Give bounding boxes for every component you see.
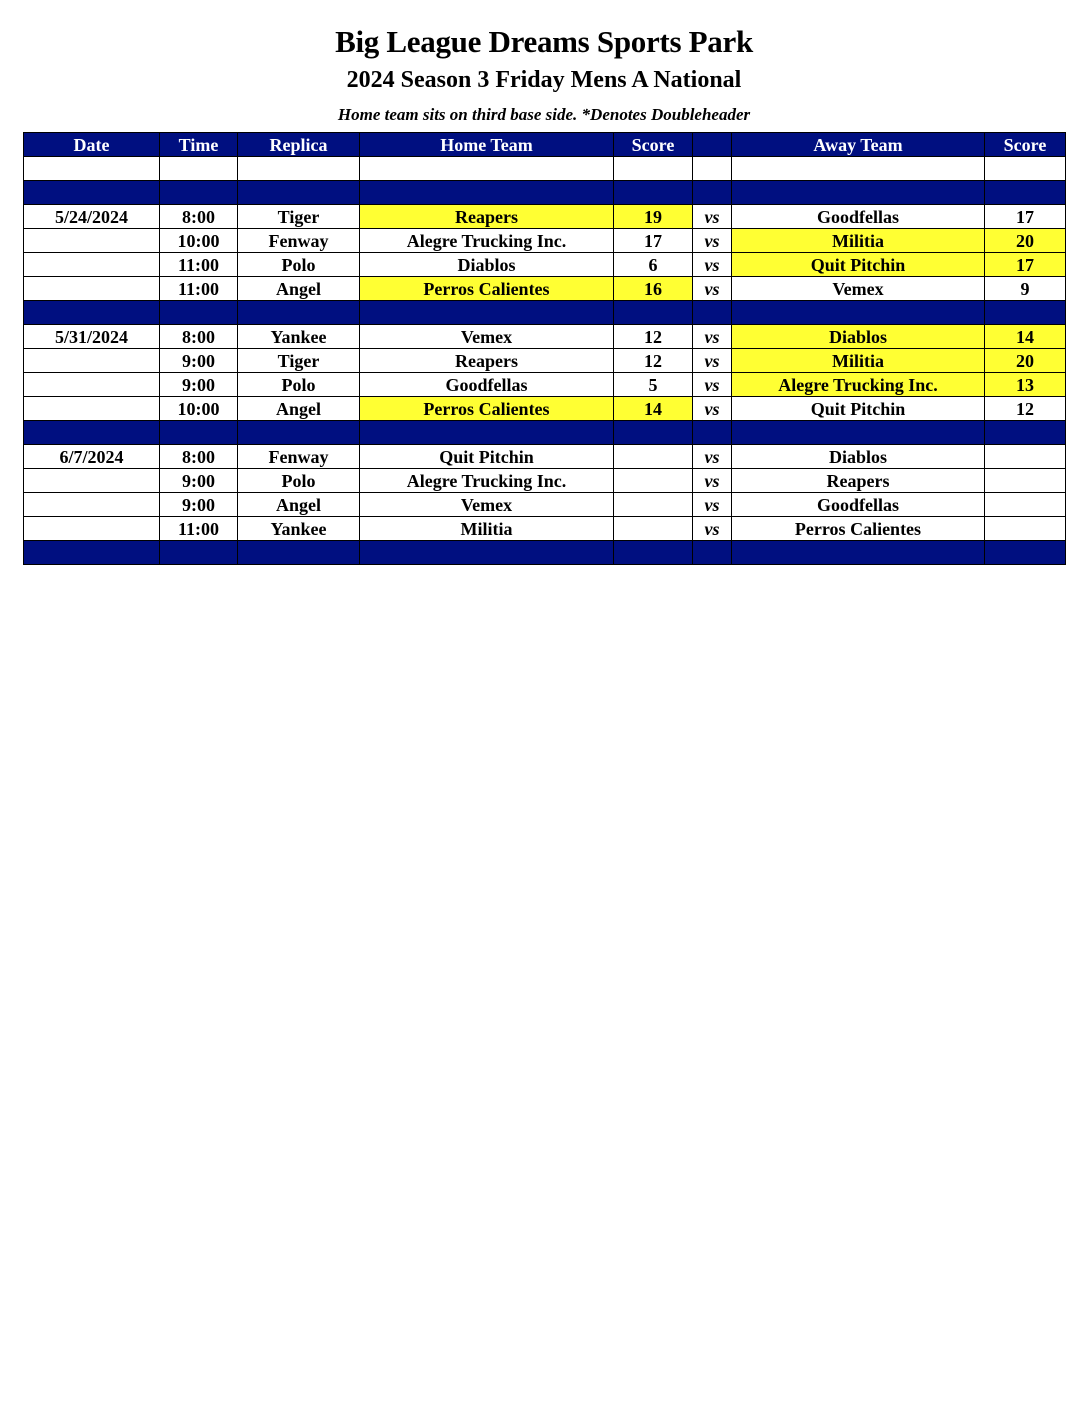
away-team-cell: Militia	[732, 349, 985, 373]
vs-cell: vs	[693, 493, 732, 517]
time-cell: 8:00	[160, 325, 238, 349]
date-cell	[24, 349, 160, 373]
blank-cell	[24, 157, 160, 181]
date-cell	[24, 469, 160, 493]
replica-cell: Tiger	[238, 205, 360, 229]
home-team-cell: Quit Pitchin	[360, 445, 614, 469]
time-cell: 8:00	[160, 445, 238, 469]
col-header-replica: Replica	[238, 133, 360, 157]
game-row	[24, 349, 1066, 373]
home-team-cell: Goodfellas	[360, 373, 614, 397]
separator-cell	[360, 541, 614, 565]
away-score-cell: 12	[985, 397, 1066, 421]
replica-cell: Fenway	[238, 229, 360, 253]
vs-cell: vs	[693, 445, 732, 469]
vs-cell: vs	[693, 517, 732, 541]
game-row	[24, 445, 1066, 469]
vs-cell: vs	[693, 373, 732, 397]
separator-cell	[238, 541, 360, 565]
separator-cell	[360, 301, 614, 325]
away-score-cell	[985, 493, 1066, 517]
away-score-cell: 14	[985, 325, 1066, 349]
schedule-table	[23, 132, 1066, 565]
replica-cell: Angel	[238, 397, 360, 421]
replica-cell: Tiger	[238, 349, 360, 373]
separator-row	[24, 301, 1066, 325]
home-score-cell: 12	[614, 325, 693, 349]
blank-cell	[985, 157, 1066, 181]
home-score-cell: 6	[614, 253, 693, 277]
separator-cell	[985, 541, 1066, 565]
home-team-cell: Vemex	[360, 325, 614, 349]
separator-cell	[693, 421, 732, 445]
game-row	[24, 253, 1066, 277]
away-team-cell: Diablos	[732, 325, 985, 349]
game-row	[24, 517, 1066, 541]
date-cell: 6/7/2024	[24, 445, 160, 469]
vs-cell: vs	[693, 325, 732, 349]
home-score-cell	[614, 445, 693, 469]
vs-cell: vs	[693, 349, 732, 373]
separator-cell	[732, 301, 985, 325]
away-team-cell: Goodfellas	[732, 493, 985, 517]
replica-cell: Polo	[238, 373, 360, 397]
schedule-body	[24, 157, 1066, 565]
home-score-cell: 5	[614, 373, 693, 397]
home-team-cell: Militia	[360, 517, 614, 541]
time-cell: 9:00	[160, 349, 238, 373]
separator-cell	[614, 541, 693, 565]
home-team-cell: Perros Calientes	[360, 397, 614, 421]
date-cell	[24, 517, 160, 541]
home-team-cell: Perros Calientes	[360, 277, 614, 301]
home-team-cell: Alegre Trucking Inc.	[360, 229, 614, 253]
separator-cell	[614, 421, 693, 445]
separator-cell	[693, 301, 732, 325]
separator-cell	[985, 181, 1066, 205]
time-cell: 10:00	[160, 229, 238, 253]
separator-cell	[24, 421, 160, 445]
vs-cell: vs	[693, 469, 732, 493]
away-score-cell: 20	[985, 229, 1066, 253]
date-cell	[24, 277, 160, 301]
separator-cell	[614, 301, 693, 325]
game-row	[24, 277, 1066, 301]
replica-cell: Angel	[238, 493, 360, 517]
time-cell: 11:00	[160, 277, 238, 301]
away-team-cell: Perros Calientes	[732, 517, 985, 541]
separator-cell	[732, 421, 985, 445]
header-row	[24, 133, 1066, 157]
blank-cell	[614, 157, 693, 181]
col-header-away-team: Away Team	[732, 133, 985, 157]
separator-cell	[693, 541, 732, 565]
col-header-away-score: Score	[985, 133, 1066, 157]
blank-cell	[732, 157, 985, 181]
separator-cell	[360, 421, 614, 445]
page-title: Big League Dreams Sports Park	[335, 24, 753, 59]
away-team-cell: Goodfellas	[732, 205, 985, 229]
game-row	[24, 205, 1066, 229]
home-score-cell: 19	[614, 205, 693, 229]
away-team-cell: Quit Pitchin	[732, 253, 985, 277]
col-header-time: Time	[160, 133, 238, 157]
vs-cell: vs	[693, 277, 732, 301]
separator-cell	[614, 181, 693, 205]
separator-cell	[732, 181, 985, 205]
home-score-cell	[614, 469, 693, 493]
away-team-cell: Reapers	[732, 469, 985, 493]
separator-cell	[238, 301, 360, 325]
date-cell: 5/31/2024	[24, 325, 160, 349]
separator-cell	[160, 541, 238, 565]
separator-cell	[160, 421, 238, 445]
blank-cell	[360, 157, 614, 181]
date-cell	[24, 493, 160, 517]
separator-cell	[160, 301, 238, 325]
separator-cell	[160, 181, 238, 205]
date-cell	[24, 229, 160, 253]
replica-cell: Fenway	[238, 445, 360, 469]
time-cell: 9:00	[160, 493, 238, 517]
separator-cell	[24, 181, 160, 205]
home-score-cell	[614, 517, 693, 541]
col-header-home-score: Score	[614, 133, 693, 157]
game-row	[24, 397, 1066, 421]
home-team-note: Home team sits on third base side. *Denotes Doubleheader	[337, 105, 751, 124]
replica-cell: Yankee	[238, 325, 360, 349]
game-row	[24, 493, 1066, 517]
separator-cell	[732, 541, 985, 565]
time-cell: 11:00	[160, 517, 238, 541]
col-header-vs	[693, 133, 732, 157]
blank-row	[24, 157, 1066, 181]
replica-cell: Polo	[238, 469, 360, 493]
vs-cell: vs	[693, 229, 732, 253]
replica-cell: Angel	[238, 277, 360, 301]
away-score-cell: 17	[985, 253, 1066, 277]
home-team-cell: Reapers	[360, 349, 614, 373]
separator-cell	[985, 301, 1066, 325]
away-team-cell: Diablos	[732, 445, 985, 469]
blank-cell	[160, 157, 238, 181]
time-cell: 9:00	[160, 373, 238, 397]
date-cell: 5/24/2024	[24, 205, 160, 229]
col-header-date: Date	[24, 133, 160, 157]
separator-cell	[693, 181, 732, 205]
separator-cell	[24, 301, 160, 325]
game-row	[24, 373, 1066, 397]
home-score-cell	[614, 493, 693, 517]
vs-cell: vs	[693, 397, 732, 421]
away-score-cell	[985, 445, 1066, 469]
date-cell	[24, 253, 160, 277]
vs-cell: vs	[693, 205, 732, 229]
blank-cell	[238, 157, 360, 181]
separator-cell	[985, 421, 1066, 445]
away-team-cell: Quit Pitchin	[732, 397, 985, 421]
home-score-cell: 17	[614, 229, 693, 253]
time-cell: 9:00	[160, 469, 238, 493]
game-row	[24, 469, 1066, 493]
separator-cell	[238, 181, 360, 205]
col-header-home-team: Home Team	[360, 133, 614, 157]
home-team-cell: Reapers	[360, 205, 614, 229]
season-subtitle: 2024 Season 3 Friday Mens A National	[346, 67, 742, 93]
home-team-cell: Diablos	[360, 253, 614, 277]
home-score-cell: 14	[614, 397, 693, 421]
separator-row	[24, 181, 1066, 205]
date-cell	[24, 373, 160, 397]
time-cell: 8:00	[160, 205, 238, 229]
separator-cell	[238, 421, 360, 445]
home-team-cell: Vemex	[360, 493, 614, 517]
home-score-cell: 12	[614, 349, 693, 373]
game-row	[24, 229, 1066, 253]
home-team-cell: Alegre Trucking Inc.	[360, 469, 614, 493]
away-team-cell: Vemex	[732, 277, 985, 301]
time-cell: 10:00	[160, 397, 238, 421]
separator-cell	[24, 541, 160, 565]
separator-row	[24, 421, 1066, 445]
away-score-cell: 20	[985, 349, 1066, 373]
blank-cell	[693, 157, 732, 181]
replica-cell: Yankee	[238, 517, 360, 541]
away-team-cell: Militia	[732, 229, 985, 253]
away-score-cell: 9	[985, 277, 1066, 301]
home-score-cell: 16	[614, 277, 693, 301]
time-cell: 11:00	[160, 253, 238, 277]
replica-cell: Polo	[238, 253, 360, 277]
separator-row	[24, 541, 1066, 565]
game-row	[24, 325, 1066, 349]
away-team-cell: Alegre Trucking Inc.	[732, 373, 985, 397]
away-score-cell: 17	[985, 205, 1066, 229]
away-score-cell	[985, 469, 1066, 493]
away-score-cell: 13	[985, 373, 1066, 397]
away-score-cell	[985, 517, 1066, 541]
vs-cell: vs	[693, 253, 732, 277]
separator-cell	[360, 181, 614, 205]
date-cell	[24, 397, 160, 421]
